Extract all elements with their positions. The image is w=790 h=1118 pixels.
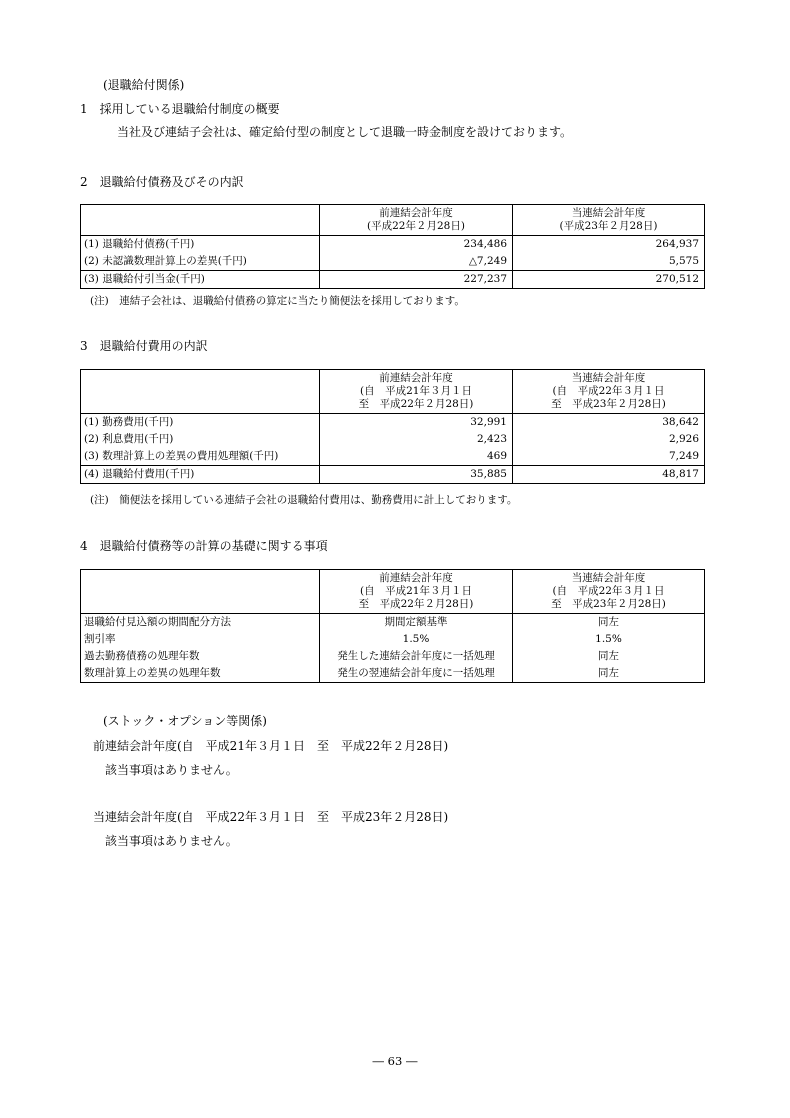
- row-label: 過去勤務債務の処理年数: [84, 650, 200, 662]
- row-curr-value: 48,817: [513, 466, 705, 484]
- s3-header-curr-title: 当連結会計年度: [571, 372, 646, 384]
- s4-header-curr: [513, 570, 705, 614]
- s2-header-prev-title: 前連結会計年度: [379, 207, 453, 219]
- row-label: 数理計算上の差異の処理年数: [84, 667, 221, 679]
- s4-table: [80, 569, 705, 683]
- section-title-stock-option: (ストック・オプション等関係): [103, 714, 267, 728]
- s4-heading: 4 退職給付債務等の計算の基礎に関する事項: [80, 539, 328, 553]
- s4-header-curr-from: (自 平成22年３月１日: [552, 585, 665, 597]
- s4-header-curr-to: 至 平成23年２月28日): [551, 598, 666, 610]
- s4-header-curr-title: 当連結会計年度: [571, 572, 646, 584]
- s2-heading: 2 退職給付債務及びその内訳: [80, 175, 244, 189]
- section-title-retirement: (退職給付関係): [103, 78, 185, 92]
- s3-heading: 3 退職給付費用の内訳: [80, 339, 208, 353]
- s1-body: 当社及び連結子会社は、確定給付型の制度として退職一時金制度を設けております。: [117, 125, 573, 139]
- stock-option-prev-period: 前連結会計年度(自 平成21年３月１日 至 平成22年２月28日): [93, 739, 449, 753]
- s2-note: (注) 連結子会社は、退職給付債務の算定に当たり簡便法を採用しております。: [90, 295, 465, 307]
- row-label: 割引率: [84, 633, 116, 645]
- s2-table: [80, 204, 705, 289]
- row-curr-value: 264,937: [513, 236, 705, 254]
- s4-header-prev-title: 前連結会計年度: [379, 572, 453, 584]
- row-curr-value: 38,642: [513, 414, 705, 432]
- row-prev-value: 発生の翌連結会計年度に一括処理: [320, 665, 513, 683]
- s2-header-curr-date: (平成23年２月28日): [559, 220, 658, 232]
- row-label: (3) 退職給付引当金(千円): [81, 271, 320, 289]
- table-row: [81, 466, 705, 484]
- stock-option-prev-body: 該当事項はありません。: [105, 763, 238, 777]
- row-label: (2) 利息費用(千円): [84, 433, 174, 445]
- table-row: [81, 271, 705, 289]
- s3-header-blank: [81, 370, 320, 414]
- row-label: (4) 退職給付費用(千円): [81, 466, 320, 484]
- row-curr-value: 270,512: [513, 271, 705, 289]
- row-label: (2) 未認識数理計算上の差異(千円): [84, 255, 247, 267]
- table-row: [81, 648, 705, 665]
- s3-table: [80, 369, 705, 484]
- table-row: [81, 614, 705, 632]
- row-label: (3) 数理計算上の差異の費用処理額(千円): [84, 450, 279, 462]
- row-label: 退職給付見込額の期間配分方法: [81, 614, 320, 632]
- row-curr-value: 同左: [513, 648, 705, 665]
- table-row: [81, 448, 705, 466]
- s3-header-curr-to: 至 平成23年２月28日): [551, 398, 666, 410]
- s4-header-prev: [320, 570, 513, 614]
- row-curr-value: 同左: [513, 614, 705, 632]
- row-prev-value: 35,885: [320, 466, 513, 484]
- s1-heading: 1 採用している退職給付制度の概要: [80, 102, 280, 116]
- s2-header-blank: [81, 205, 320, 236]
- s2-header-curr-title: 当連結会計年度: [571, 207, 646, 219]
- row-curr-value: 2,926: [513, 431, 705, 448]
- row-curr-value: 1.5%: [513, 631, 705, 648]
- table-row: [81, 414, 705, 432]
- s3-header-prev-to: 至 平成22年２月28日): [358, 398, 474, 410]
- row-prev-value: 発生した連結会計年度に一括処理: [320, 648, 513, 665]
- row-label: (1) 勤務費用(千円): [81, 414, 320, 432]
- row-prev-value: 1.5%: [320, 631, 513, 648]
- table-row: [81, 665, 705, 683]
- s2-header-prev: [320, 205, 513, 236]
- table-row: [81, 253, 705, 271]
- row-prev-value: 469: [320, 448, 513, 466]
- row-curr-value: 同左: [513, 665, 705, 683]
- row-curr-value: 7,249: [513, 448, 705, 466]
- s3-header-curr: [513, 370, 705, 414]
- s2-header-prev-date: (平成22年２月28日): [367, 220, 465, 232]
- row-prev-value: 2,423: [320, 431, 513, 448]
- s3-header-prev-from: (自 平成21年３月１日: [360, 385, 472, 397]
- stock-option-curr-body: 該当事項はありません。: [105, 834, 238, 848]
- row-prev-value: 期間定額基準: [320, 614, 513, 632]
- table-row: [81, 631, 705, 648]
- s2-header-curr: [513, 205, 705, 236]
- s3-header-prev-title: 前連結会計年度: [379, 372, 453, 384]
- stock-option-curr-period: 当連結会計年度(自 平成22年３月１日 至 平成23年２月28日): [93, 810, 449, 824]
- row-prev-value: △7,249: [320, 253, 513, 271]
- s4-header-prev-from: (自 平成21年３月１日: [360, 585, 472, 597]
- s3-header-curr-from: (自 平成22年３月１日: [552, 385, 665, 397]
- row-prev-value: 32,991: [320, 414, 513, 432]
- row-curr-value: 5,575: [513, 253, 705, 271]
- s4-header-blank: [81, 570, 320, 614]
- s3-header-prev: [320, 370, 513, 414]
- page-number: ― 63 ―: [372, 1054, 418, 1068]
- s4-header-prev-to: 至 平成22年２月28日): [358, 598, 474, 610]
- s3-note: (注) 簡便法を採用している連結子会社の退職給付費用は、勤務費用に計上しております。: [90, 494, 518, 506]
- row-label: (1) 退職給付債務(千円): [81, 236, 320, 254]
- row-prev-value: 227,237: [320, 271, 513, 289]
- table-row: [81, 431, 705, 448]
- row-prev-value: 234,486: [320, 236, 513, 254]
- table-row: [81, 236, 705, 254]
